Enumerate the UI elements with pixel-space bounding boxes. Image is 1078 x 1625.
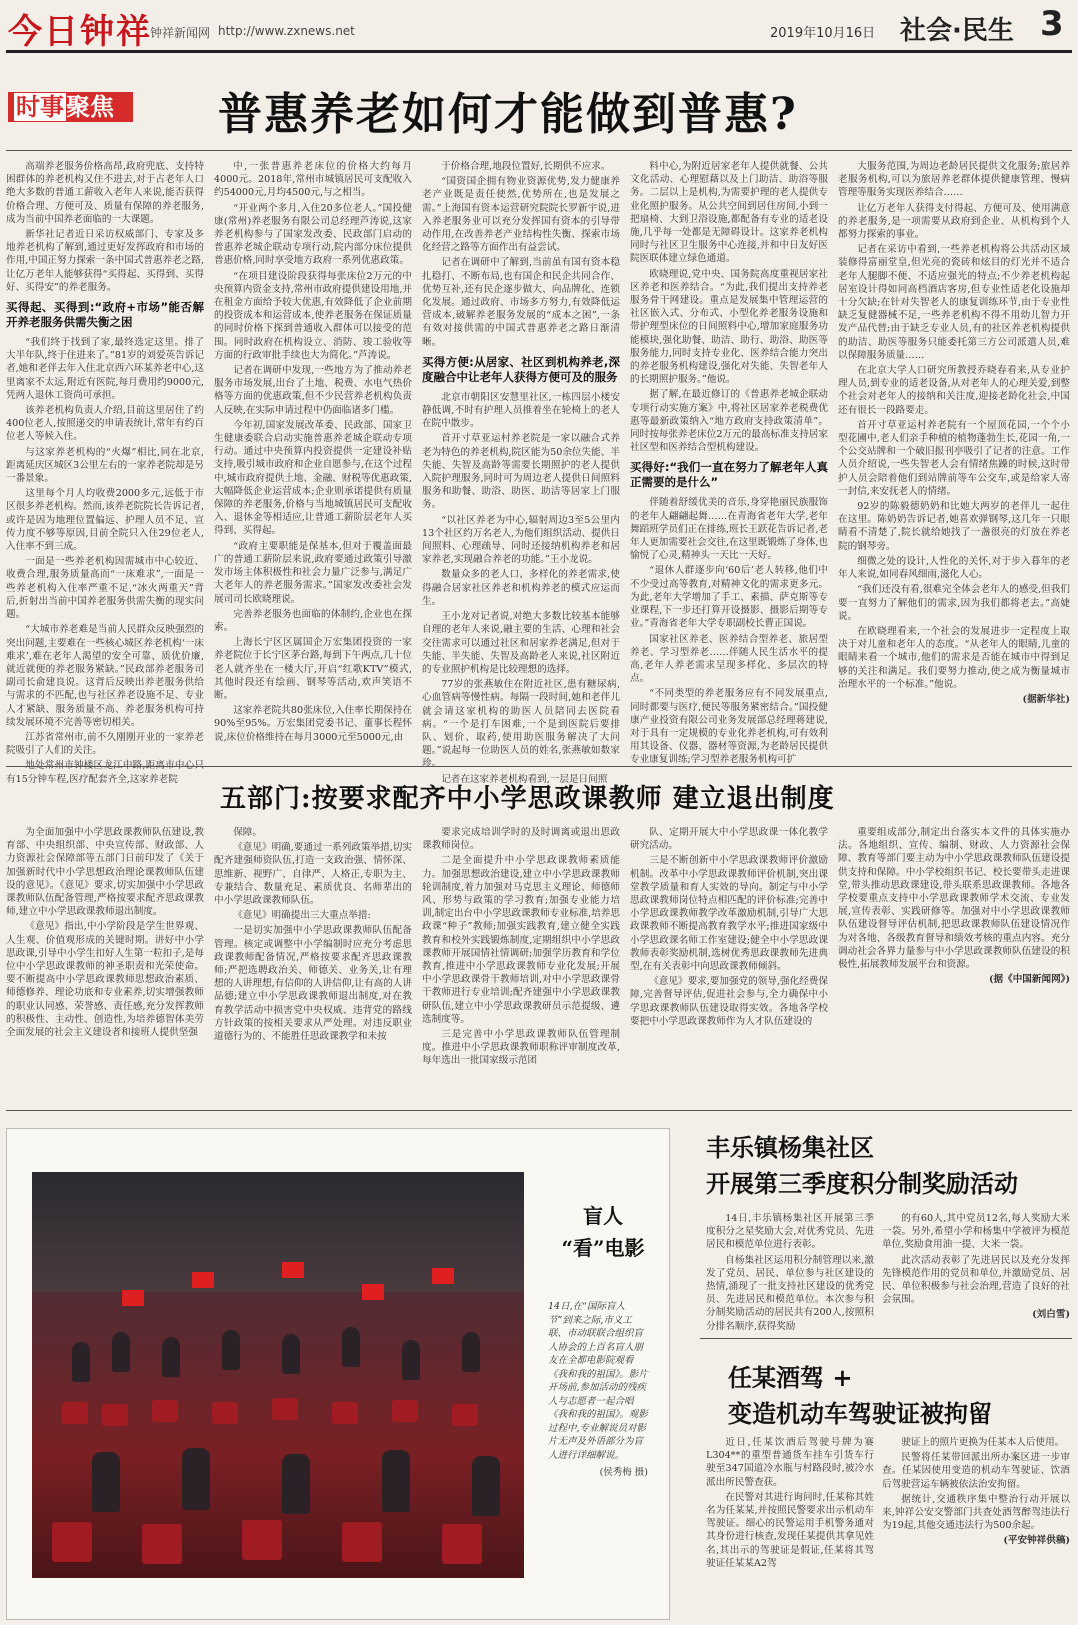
- cinema-seat: [152, 1400, 178, 1422]
- paragraph: “政府主要职能是保基本,但对于覆盖面最广的普通工薪阶层来说,政府要通过政策引导激发市场主体积极性和社会力量广泛参与,满足广大老年人的养老服务需求。”国家发改委社会发展司司长欧晓理说。: [214, 540, 412, 605]
- audience-person: [402, 1340, 420, 1380]
- paragraph: 完善养老服务也面临的体制约,企业也在探索。: [214, 608, 412, 633]
- paragraph: 记者在采访中看到,一些养老机构将公共活动区域装修得富丽堂皇,但光亮的瓷砖和炫目的灯光并不适合老年人腿脚不便、不适应强光的特点;不少养老机构起居室设计得如同高档酒店客房,但专业性适老化设施却十分欠缺;在针对失智老人的康复训练环节,由于专业性缺乏复健器械不足,一些养老机构不得不用幼儿智力开发产品代替;由于缺乏专业人员,有的社区养老机构提供的助洁、助医等服务只能委托第三方公司派遣人员,难以保障服务质量……: [838, 244, 1070, 361]
- paragraph: 队、定期开展大中小学思政课一体化教学研究活动。: [630, 827, 828, 852]
- audience-person: [342, 1327, 360, 1367]
- paragraph: 于价格合理,地段位置好,长期供不应求。: [441, 161, 611, 172]
- paragraph: 在民警对其进行询问时,任某称其姓名为任某某,并按照民警要求出示机动车驾驶证。细心的民警运用手机警务通对其身份进行核查,发现任某提供其拿见姓名,其出示的驾驶证是假证,任某将其驾驶证任某某A2驾: [706, 1491, 874, 1569]
- audience-person: [92, 1452, 120, 1512]
- paragraph: 92岁的陈毅德奶奶和比她大两岁的老伴儿一起住在这里。陈奶奶告诉记者,她喜欢弹钢琴,这几年一只眼睛看不清楚了,院长就给她找了一盏很亮的灯放在养老院的钢琴旁。: [838, 501, 1070, 552]
- photo-caption: [548, 1300, 648, 1480]
- byline: (据新华社): [1022, 693, 1070, 705]
- article4-headline-line2: 变造机动车驾驶证被拘留: [728, 1399, 992, 1428]
- headline-rule: [6, 150, 1072, 151]
- paragraph: 在北京大学人口研究所教授乔晓春看来,从专业护理人员,到专业的适老设备,从对老年人的心理关爱,到整个社会对老年人的接纳和关注度,迎接老龄化社会,中国还有很长一段路要走。: [838, 365, 1070, 416]
- paragraph: “国资国企拥有物业资源优势,发力健康养老产业既是责任使然,优势所在,也是发展之需。”上海国有资本运营研究院院长罗新宇说,进入养老服务业可以充分发挥国有资本的引导带动作用,在改善养老产业结构性失衡、探索市场化经营之路等方面作出有益尝试。: [422, 176, 620, 254]
- paragraph: 三是完善中小学思政课教师队伍管理制度。推进中小学思政课教师职称评审制度改革,每年选出一批国家级示范团: [422, 1029, 620, 1067]
- paragraph: 驶证上的照片更换为任某本人后使用。: [901, 1437, 1065, 1448]
- paragraph: 民警将任某带回派出所办案区进一步审查。任某因使用变造的机动车驾驶证、饮酒后驾驶营运车辆被依法治安拘留。: [882, 1452, 1070, 1490]
- paragraph: 该养老机构负责人介绍,目前这里居住了约400位老人,按照递交的申请表统计,常年有约百位老人等候入住。: [6, 405, 204, 443]
- byline: (刘白雪): [1032, 1309, 1070, 1321]
- paragraph: “退休人群逐步向‘60后’老人转移,他们中不少受过高等教育,对精神文化的需求更多元。为此,老年大学增加了手工、素描、萨克斯等专业课程,下一步还打算开设摄影、摄影后期等专业。”青海省老年大学专职副校长曹正国说。: [630, 565, 828, 630]
- section-rule: [6, 766, 1072, 767]
- article1-column-3: [422, 160, 620, 785]
- article4-column-2: [882, 1436, 1070, 1618]
- paragraph: 自杨集社区运用积分制管理以来,激发了党员、居民、单位参与社区建设的热情,涌现了一批支持社区建设的优秀党员、先进居民和模范单位。本次参与积分制奖励活动的居民共有200人,按照积分排名顺序,获得奖励: [706, 1254, 874, 1332]
- article3-headline-line2: 开展第三季度积分制奖励活动: [706, 1169, 1018, 1198]
- paragraph: 细微之处的设计,人性化的关怀,对于步入暮年的老年人来说,如同春风细雨,滋化人心。: [838, 555, 1070, 581]
- paragraph: “开业两个多月,入住20多位老人。”国投健康(常州)养老服务有限公司总经理芦涛说,这家养老机构参与了国家发改委、民政部门启动的普惠养老城企联动专项行动,院内部分床位提供普惠价格,同时享受地方政府一系列优惠政策。: [214, 202, 412, 267]
- paragraph: 高端养老服务价格高昂,政府兜底、支持特困群体的养老机构又住不进去,对于占老年人口绝大多数的普通工薪收入老年人来说,能否获得价格合理、方便可及、质量有保障的养老服务,成为当前中国养老面临的一大课题。: [6, 161, 204, 225]
- paragraph: 记者在调研中了解到,当前虽有国有资本稳扎稳打、不断布局,也有国企和民企共同合作、优势互补,还有民企逐步做大、向品牌化、连锁化发展。通过政府、市场多方努力,有效降低运营成本,破解养老服务发展的“成本之困”,一条有效对接供需的中国式普惠养老之路日渐清晰。: [422, 257, 620, 348]
- article2-column-2: [214, 826, 412, 1101]
- flag-icon: [282, 1262, 304, 1278]
- masthead: [0, 0, 1078, 52]
- paragraph: 此次活动表彰了先进居民以及充分发挥先锋模范作用的党员和单位,并激励党员、居民、单位积极参与社会治理,营造了良好的社会氛围。: [882, 1254, 1070, 1306]
- paragraph: 新华社记者近日采访权威部门、专家及多地养老机构了解到,通过更好发挥政府和市场的作用,中国正努力探索一条中国式普惠养老之路,让亿万老年人能够获得“买得起、买得到、买得好、买得安”的养老服务。: [6, 229, 204, 293]
- subheading: 买得方便:从居家、社区到机构养老,深度融合中让老年人获得方便可及的服务: [422, 354, 620, 384]
- article3-headline-line1: 丰乐镇杨集社区: [706, 1133, 874, 1162]
- photo-title-line2: “看”电影: [561, 1236, 645, 1260]
- paragraph: 数量众多的老人口、多样化的养老需求,使得融合居家社区养老和机构养老的模式应运而生。: [422, 569, 620, 607]
- cinema-seat: [242, 1520, 282, 1560]
- photo-credit: (侯秀梅 摄): [599, 1467, 648, 1478]
- paragraph: 《意见》指出,中小学阶段是学生世界观、人生观、价值观形成的关键时期。讲好中小学思政课,引导中小学生扣好人生第一粒扣子,是每位中小学思政课教师的神圣职责和光荣使命。要不断提高中小学思政课教师思想政治素质、师德修养、理论功底和专业素养,切实增强教师的职业认同感、荣誉感、责任感,充分发挥教师的积极性、主动性、创造性,为培养德智体美劳全面发展的社会主义建设者和接班人提供坚强: [6, 921, 204, 1039]
- section-name: 社会·民生: [900, 16, 1014, 46]
- byline: (据《中国新闻网》): [988, 974, 1070, 986]
- paragraph: 这家养老院共80张床位,入住率长期保持在90%至95%。万宏集团党委书记、董事长程怀说,床位价格维持在每月3000元至5000元,由: [214, 705, 412, 743]
- paragraph: 在欧晓理看来,一个社会的发展进步一定程度上取决于对儿童和老年人的态度。“从老年人的眼睛,儿童的眼睛来看一个城市,他们的需求是否能在城市中得到足够的关注和满足。我们要努力推动,使之成为衡量城市治理水平的一个标准。”他说。: [838, 625, 1070, 690]
- article3-column-2: [882, 1212, 1070, 1332]
- paragraph: “我们终于找到了家,最终选定这里。排了大半年队,终于住进来了。”81岁的刘爱英告诉记者,她和老伴去年入住北京西六环某养老中心,这里离家不太远,附近有医院,每月费用约9000元,凭两人退休工资尚可承担。: [6, 337, 204, 401]
- cinema-seat: [342, 1522, 382, 1562]
- tag-part2: 聚焦: [66, 93, 114, 121]
- paragraph: 77岁的张燕敏住在附近社区,患有糖尿病,心血管病等慢性病。每隔一段时间,她和老伴儿就会请这家机构的助医人员陪同去医院看病。“一个是打车困难,一个是到医院后要排队、划价、取药,使用助医服务解决了大问题。”说起每一位助医人员的姓名,张燕敏如数家珍。: [422, 679, 620, 770]
- cinema-seat: [102, 1404, 128, 1426]
- audience-person: [222, 1330, 240, 1370]
- paragraph: 伴随着舒缓优美的音乐,身穿艳丽民族服饰的老年人翩翩起舞……在青海省老年大学,老年舞蹈班学员们正在排练,班长王跃花告诉记者,老年人更加需要社会交往,在这里既锻炼了身体,也愉悦了心灵,精神头一天比一天好。: [630, 497, 828, 562]
- paragraph: 《意见》明确,要通过一系列政策举措,切实配齐建强师资队伍,打造一支政治强、情怀深、思维新、视野广、自律严、人格正,专职为主、专兼结合、数量充足、素质优良、名师辈出的中小学思政课教师队伍。: [214, 842, 412, 907]
- audience-person: [112, 1332, 130, 1372]
- article3-headline: [706, 1130, 1018, 1202]
- cinema-seat: [212, 1402, 238, 1424]
- paragraph: 北京市朝阳区安慧里社区,一栋四层小楼安静低调,不时有护理人员推着坐在轮椅上的老人在院中散步。: [422, 391, 620, 430]
- article2-column-4: [630, 826, 828, 1101]
- cinema-photo: [32, 1172, 524, 1578]
- paragraph: 《意见》明确提出三大重点举措:: [233, 910, 371, 922]
- paragraph: 三是不断创新中小学思政课教师评价激励机制。改革中小学思政课教师评价机制,突出课堂教学质量和育人实效的导向。制定与中小学思政课教师岗位特点相匹配的评价标准;完善中小学思政课教师教学改革激励机制,引导广大思政课教师不断提高教育教学水平;推进国家级中小学思政课名师工作室建设;健全中小学思政课教师表彰奖励机制,选树优秀思政课教师先进典型,在有关表彰中向思政课教师倾斜。: [630, 855, 828, 973]
- paragraph: 王小龙对记者说,对绝大多数比较基本能够自理的老年人来说,融主要的生活、心理和社会交往需求可以通过社区和居家养老满足,但对于失能、半失能、失智及高龄老人来说,社区附近的专业照护机构是比较理想的选择。: [422, 611, 620, 675]
- paragraph: “在项目建设阶段获得每张床位2万元的中央预算内资金支持,常州市政府提供建设用地,并在租金方面给予较大优惠,有效降低了企业前期的投资成本和运营成本,使养老服务在保证质量的同时价格下探到普通收入群体可以接受的范围。同时政府在机构设立、消防、竣工验收等方面的行政审批手续也大为简化。”芦涛说。: [214, 270, 412, 361]
- paragraph: “大城市养老难是当前人民群众反映强烈的突出问题,主要难在一些核心城区养老机构‘一床难求’,难在老年人渴望的安全可靠、质优价廉,就近就便的养老服务紧缺。”民政部养老服务司副司长俞建良说。这背后反映出养老服务供给与需求的不匹配,也与社区养老设施不足、专业人才紧缺、服务质量不高、养老服务机构可持续发展环境不完善等密切相关。: [6, 624, 204, 728]
- article2-column-5: [838, 826, 1070, 1101]
- audience-person: [162, 1337, 180, 1377]
- paragraph: 的有60人,其中党员12名,每人奖励大米一袋。另外,希望小学和杨集中学被评为模范单位,奖励食用油一提、大米一袋。: [882, 1213, 1070, 1251]
- article1-headline: 普惠养老如何才能做到普惠?: [218, 89, 798, 140]
- paragraph: 中,一张普惠养老床位的价格大约每月4000元。2018年,常州市城镇居民可支配收入约54000元,月均4500元,与之相当。: [214, 161, 412, 199]
- flag-icon: [122, 1290, 144, 1306]
- masthead-rule: [6, 50, 1072, 53]
- paragraph: 大服务范围,为周边老龄居民提供文化服务;旅居养老服务机构,可以为旅居养老群体提供健康管理、慢病管理等服务实现医养结合……: [838, 161, 1070, 199]
- paragraph: 上海长宁区区属国企万宏集团投资的一家养老院位于长宁区茅台路,每到下午两点,几十位老人就齐坐在一楼大厅,开启“红歌KTV”模式,其他时段还有绘画、钢琴等活动,欢声笑语不断。: [214, 637, 412, 701]
- audience-person: [282, 1334, 300, 1374]
- cinema-seat: [332, 1402, 358, 1424]
- article3-column-1: [706, 1212, 874, 1332]
- paragraph: 保障。: [233, 827, 262, 838]
- paragraph: “我们还没有看,很难完全体会老年人的感受,但我们要一直努力了解他们的需求,因为我们都将老去。”高婕说。: [838, 584, 1070, 622]
- article1-column-4: [630, 160, 828, 766]
- cinema-seat: [392, 1400, 418, 1422]
- paragraph: 江苏省常州市,前不久刚刚开业的一家养老院吸引了人们的关注。: [6, 731, 204, 757]
- paragraph: 据统计,交通秩序集中整治行动开展以来,钟祥公安交警部门共查处酒驾醉驾违法行为19起,其他交通违法行为500余起。: [882, 1493, 1070, 1532]
- site-url[interactable]: http://www.zxnews.net: [218, 24, 355, 38]
- byline: (平安钟祥供稿): [1003, 1535, 1070, 1547]
- section-rule: [6, 1110, 1072, 1111]
- subheading: 买得起、买得到:“政府+市场”能否解开养老服务供需失衡之困: [6, 300, 204, 330]
- paragraph: 首开寸草亚运村养老院有一个屋顶花园,一个个小型花圃中,老人们亲手种植的植物蓬勃生长,花园一角,一个公交站牌和一个破旧报刊亭吸引了记者的注意。工作人员介绍说,一些失智老人会有情绪焦躁的时候,这时带护人员会陪着他们到站牌前等车公交车,或是给家人寄一封信,来安抚老人的情绪。: [838, 419, 1070, 497]
- caption-text: 14日,在“国际盲人节”到来之际,市义工联、市动联联合组织盲人协会的上百名盲人朋友在全都电影院观看《我和我的祖国》。影片开场前,参加活动的残疾人与志愿者一起合唱《我和我的祖国》。观影过程中,专业解说员对影片无声及外语部分为盲人进行详细解说。: [548, 1301, 648, 1461]
- cinema-seat: [62, 1402, 88, 1424]
- paragraph: 与这家养老机构的“火爆”相比,同在北京,距离延庆区城区3公里左右的一家养老院却是另一番景象。: [6, 446, 204, 485]
- audience-person: [382, 1450, 410, 1512]
- article4-headline: [728, 1360, 992, 1432]
- paragraph: 记者在这家养老机构看到,一层是日间照: [441, 773, 608, 785]
- paragraph: 一面是一些养老机构因需城市中心较近、收费合理,服务质量高而“一床难求”,一面是一些养老机构入住率严重不足,“冰火两重天”背后,折射出当前中国养老服务供需失衡的现实问题。: [6, 556, 204, 621]
- issue-date: 2019年10月16日: [770, 26, 876, 41]
- paragraph: 为全面加强中小学思政课教师队伍建设,教育部、中央组织部、中央宣传部、财政部、人力资源社会保障部等五部门日前印发了《关于加强新时代中小学思想政治理论课教师队伍建设的意见》。《意见》要求,切实加强中小学思政课教师队伍配备管理,严格按要求配齐思政课教师,建立中小学思政课教师退出制度。: [6, 827, 204, 918]
- paragraph: 据了解,在最近修订的《普惠养老城企联动专项行动实施方案》中,将社区居家养老税费优惠等最新政策纳入“地方政府支持政策清单”。同时按每张养老床位2万元的最高标准支持居家社区型和医养结合型机构建设。: [630, 389, 828, 454]
- paragraph: 地处常州市钟楼区龙江中路,距离市中心只有15分钟车程,医疗配套齐全,这家养老院: [6, 760, 204, 785]
- paragraph: 要求完成培训学时的及时调离或退出思政课教师岗位。: [422, 827, 620, 852]
- cinema-seat: [272, 1398, 298, 1420]
- cinema-seat: [452, 1404, 478, 1426]
- column-tag: [8, 92, 133, 122]
- paragraph: 国家社区养老、医养结合型养老、旅居型养老、学习型养老……伴随人民生活水平的提高,老年人养老需求呈现多样化、多层次的特点。: [630, 633, 828, 685]
- article2-column-3: [422, 826, 620, 1101]
- audience-person: [182, 1448, 210, 1510]
- paragraph: 一是切实加强中小学思政课教师队伍配备管理。核定或调整中小学编制时应充分考虑思政课教师配备情况,严格按要求配齐思政课教师;严把选聘政治关、师德关、业务关,让有理想的人讲理想,有信仰的人讲信仰,让有高的人讲品德;建立中小学思政课教师退出制度,对在教育教学活动中损害党中央权威、违背党的路线方针政策的按相关要求从严处理。对违反职业道德行为的、不能胜任思政课教学和未按: [214, 925, 412, 1043]
- audience-person: [282, 1454, 310, 1514]
- article1-column-5: [838, 160, 1070, 755]
- article2-column-1: [6, 826, 204, 1101]
- paragraph: 14日,丰乐镇杨集社区开展第三季度积分之星奖励大会,对优秀党员、先进居民和模范单位进行表彰。: [706, 1213, 874, 1251]
- paragraph: 二是全面提升中小学思政课教师素质能力。加强思想政治建设,建立中小学思政课教师轮训制度,着力加强对马克思主义理论、师德师风、形势与政策的学习教育;加强专业能力培训,制定出台中小学思政课教师专业标准,培养思政课“种子”教师;加强实践教育,建立健全实践教育和校外实践锻炼制度,定期组织中小学思政课教师开展国情社情调研;加强学历教育和学位教育,推进中小学思政课教师专业化发展;开展中小学思政课骨干教师培训,对中小学思政课骨干教师进行专业培训;配齐建强中小学思政课教研队伍,建立中小学思政课教研员示范提级、遴选制度等。: [422, 855, 620, 1025]
- article2-headline: 五部门:按要求配齐中小学思政课教师 建立退出制度: [220, 784, 835, 814]
- flag-icon: [362, 1284, 384, 1300]
- paragraph: 近日,任某饮酒后驾驶号牌为赛L304**的重型普通货车挂车引货车行驶至347国道冷水瓶与村路段时,被冷水派出所民警查获。: [706, 1437, 874, 1488]
- audience-person: [472, 1456, 500, 1516]
- cinema-seat: [442, 1524, 482, 1564]
- paragraph: 料中心,为附近居家老年人提供就餐、公共文化活动、心理慰藉以及上门助洁、助浴等服务。二层以上是机构,为需要护理的老人提供专业化照护服务。从公共空间到居住房间,小到一把扇椅、大到卫浴设施,都配备有专业的适老设施,几乎每一处都是无障碍设计。这家养老机构同时与社区卫生服务中心连接,并和中日友好医院医联体建立绿色通道。: [630, 161, 828, 265]
- paragraph: 让亿万老年人获得支付得起、方便可及、使用满意的养老服务,是一项需要从政府到企业、从机构到个人都努力探索的事业。: [838, 202, 1070, 241]
- photo-title: [548, 1200, 658, 1264]
- paragraph: “以社区养老为中心,辐射周边3至5公里内13个社区约万名老人,为他们组织活动、提供日间照料、心理疏导、同时还接纳机构养老和居家养老,实现融合养老的功能。”王小龙说。: [422, 514, 620, 566]
- article4-headline-line1: 任某酒驾 +: [728, 1363, 853, 1392]
- paragraph: 重要组成部分,制定出台落实本文件的具体实施办法。各地组织、宣传、编制、财政、人力资源社会保障、教育等部门要主动为中小学思政课教师队伍建设提供支持和保障。中小学校组织书记、校长要带头走进课堂,带头推动思政课建设,带头联系思政课教师。各地各学校要重点支持中小学思政课教师学术交流、专业发展,宣传表彰、实践研修等。加强对中小学思政课教师队伍建设督导评估机制,把思政课教师队伍建设情况作为对各地、各级教育督导和绩效考核的重点内容。充分调动社会各界力量参与中小学思政课教师队伍建设的积极性,拓展教师发展平台和资源。: [838, 827, 1070, 971]
- paragraph: 今年初,国家发展改革委、民政部、国家卫生健康委联合启动实施普惠养老城企联动专项行动。通过中央预算内投资提供一定建设补贴支持,吸引城市政府和企业自愿参与,在这个过程中,城市政府提供土地、金融、财税等优惠政策,大幅降低企业运营成本;企业则承诺提供有质量保障的养老服务,价格与当地城镇居民可支配收入、退休金等相适应,让普通工薪阶层老年人买得到、买得起。: [214, 419, 412, 537]
- article1-column-1: [6, 160, 204, 785]
- flag-icon: [192, 1272, 214, 1288]
- paragraph: 这里每个月人均收费2000多元,远低于市区很多养老机构。然而,该养老院院长告诉记者,或许是因为地理位置偏远、护理人员不足、宣传力度不够等原因,目前全院只入住29位老人,入住率不到三成。: [6, 488, 204, 553]
- site-name: 钟祥新闻网: [150, 26, 211, 40]
- tag-part1: 时事: [16, 93, 64, 121]
- paragraph: “不同类型的养老服务应有不同发展重点,同时都要与医疗,便民等服务紧密结合。”国投健康产业投资有限公司业务发展部总经理蒋建说,对于具有一定规模的专业化养老机构,可有效利用其设备、仪器、器材等资源,为老龄居民提供专业康复训练;学习型养老服务机构可扩: [630, 688, 828, 766]
- paragraph: 首开寸草亚运村养老院是一家以融合式养老为特色的养老机构,院区能为50余位失能、半失能、失智及高龄等需要长期照护的老人提供入院护理服务,同时可为周边老人提供日间照料服务和助餐、助浴、助医、助洁等居家上门服务。: [422, 433, 620, 511]
- flag-icon: [432, 1268, 454, 1284]
- article4-column-1: [706, 1436, 874, 1618]
- audience-person: [462, 1332, 480, 1372]
- paragraph: 《意见》要求,要加强党的领导,强化经费保障,完善督导评估,促进社会参与,全力确保中小学思政课教师队伍建设取得实效。各地各学校要把中小学思政课教师作为人才队伍建设的: [630, 976, 828, 1027]
- subheading: 买得好:“我们一直在努力了解老年人真正需要的是什么”: [630, 460, 828, 490]
- page-number: 3: [1040, 4, 1064, 44]
- newspaper-logo: 今日钟祥: [8, 12, 152, 52]
- photo-title-line1: 盲人: [583, 1204, 623, 1228]
- cinema-seat: [142, 1524, 182, 1564]
- paragraph: 欧晓理说,党中央、国务院高度重视居家社区养老和医养结合。“为此,我们提出支持养老服务骨干网建设。重点是发展集中管理运营的社区嵌入式、分布式、小型化养老服务设施和带护理型床位的日间照料中心,增加家庭服务功能模块,强化助餐、助洁、助行、助浴、助医等服务能力,同时支持专业化、医养结合能力突出的养老服务机构建设,强化对失能、失智老年人的长期照护服务。”他说。: [630, 268, 828, 386]
- section-rule: [700, 1338, 1072, 1339]
- paragraph: 记者在调研中发现,一些地方为了推动养老服务市场发展,出台了土地、税费、水电气热价格等方面的优惠政策,但不少民营养老机构负责人反映,在实际申请过程中仍面临诸多门槛。: [214, 365, 412, 416]
- article1-column-2: [214, 160, 412, 755]
- cinema-seat: [52, 1522, 92, 1562]
- audience-person: [72, 1342, 90, 1382]
